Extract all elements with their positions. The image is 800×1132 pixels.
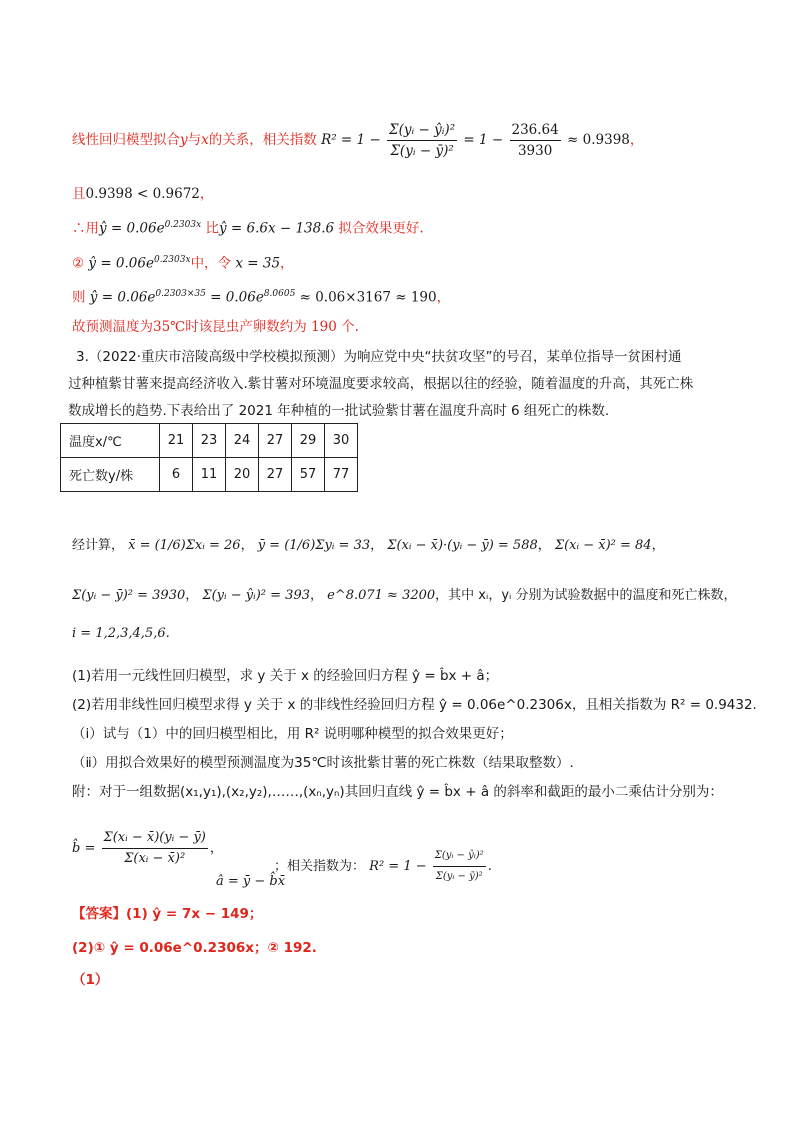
answer-1: (1) ŷ = 7x − 149； xyxy=(126,906,263,922)
table-cell: 21 xyxy=(160,424,193,458)
r2-prefix: 线性回归模型拟合 xyxy=(72,132,180,148)
table-cell: 6 xyxy=(160,458,193,492)
step2-exp: 0.2303x xyxy=(153,255,191,265)
calc-mean-y: ȳ = (1/6)Σyᵢ = 33 xyxy=(257,538,371,553)
calc-syy: Σ(yᵢ − ȳ)² = 3930 xyxy=(72,588,186,603)
calc-mean-x: x̄ = (1/6)Σxᵢ = 26 xyxy=(128,538,241,553)
calc-index: i = 1,2,3,4,5,6. xyxy=(72,626,170,641)
answer-line-1 xyxy=(72,904,262,924)
answer-label: 【答案】 xyxy=(72,906,126,922)
table-cell: 24 xyxy=(226,424,259,458)
formula-b-num: Σ(xᵢ − x̄)(yᵢ − ȳ) xyxy=(102,828,208,849)
calc-part2: = 0.06e xyxy=(210,289,264,306)
r2-result: ≈ 0.9398 xyxy=(567,132,630,148)
calc-sxx: Σ(xᵢ − x̄)² = 84 xyxy=(554,538,652,553)
calc-row-2: Σ(yᵢ − ȳ)² = 3930， Σ(yᵢ − ŷᵢ)² = 393， e^8.071 ≈ 3200，其中 xᵢ，yᵢ 分别为试验数据中的温度和死亡株数， xyxy=(72,588,737,603)
formula-b-den: Σ(xᵢ − x̄)² xyxy=(124,851,186,866)
step2-end: ， xyxy=(280,255,294,272)
r2-num: Σ(yᵢ − ŷᵢ)² xyxy=(387,120,457,141)
step2-prefix: ② xyxy=(72,255,85,272)
table-header-deaths: 死亡数y/株 xyxy=(61,458,160,492)
formula-r2-label: ；相关指数为： xyxy=(274,859,366,874)
model-exp-power: 0.2303x xyxy=(164,220,202,230)
calc-exp1: 0.2303×35 xyxy=(155,289,206,299)
compare-end: ， xyxy=(199,186,214,202)
r2-line xyxy=(72,120,643,161)
table-cell: 30 xyxy=(325,424,358,458)
problem-text-1: （2022·重庆市涪陵高级中学校模拟预测）为响应党中央“扶贫攻坚”的号召，某单位指导一贫困村通 xyxy=(88,349,682,365)
r2-formula-lhs: R² = 1 − xyxy=(321,132,381,148)
calc-exp: e^8.071 ≈ 3200 xyxy=(327,588,436,603)
problem-line-1 xyxy=(76,344,736,371)
step2-mid: 中，令 xyxy=(190,255,232,272)
question-2: (2)若用非线性回归模型求得 y 关于 x 的非线性经验回归方程 ŷ = 0.06e^0.2306x，且相关指数为 R² = 0.9432. xyxy=(72,697,757,713)
calc-end: ， xyxy=(436,289,451,306)
step2-line xyxy=(72,250,294,274)
r2-den: Σ(yᵢ − ȳ)² xyxy=(390,143,454,159)
formula-r2-num: Σ(yᵢ − ŷᵢ)² xyxy=(433,846,486,867)
step2-x: x = 35 xyxy=(235,255,281,272)
compare-math: 0.9398 < 0.9672 xyxy=(85,186,200,202)
r2-val-den: 3930 xyxy=(517,143,553,159)
compare-line xyxy=(72,184,213,204)
compare-prefix: 且 xyxy=(72,186,86,202)
table-cell: 27 xyxy=(259,424,292,458)
calc-part1: ŷ = 0.06e xyxy=(89,289,156,306)
table-cell: 11 xyxy=(193,458,226,492)
r2-eq: = 1 − xyxy=(463,132,504,148)
var-y: y xyxy=(180,132,188,148)
formula-b-lhs: b̂ = xyxy=(72,841,96,856)
calc-intro: 经计算， xyxy=(72,538,125,553)
r2-end: ， xyxy=(629,132,644,148)
model-linear: ŷ = 6.6x − 138.6 xyxy=(218,220,335,237)
calc-row-1: 经计算， x̄ = (1/6)Σxᵢ = 26， ȳ = (1/6)Σyᵢ = 33， Σ(xᵢ − x̄)·(yᵢ − ȳ) = 588， Σ(xᵢ − x̄)² = 84， xyxy=(72,538,665,553)
prediction-line: 故预测温度为35℃时该昆虫产卵数约为 190 个. xyxy=(72,319,359,335)
formula-r2-lhs: R² = 1 − xyxy=(369,859,427,874)
problem-line-3: 数成增长的趋势.下表给出了 2021 年种植的一批试验紫甘薯在温度升高时 6 组死亡的株数. xyxy=(68,403,610,419)
table-row-temperature xyxy=(61,424,358,458)
table-cell: 27 xyxy=(259,458,292,492)
formula-b-fraction xyxy=(102,828,208,869)
calc-note: ，其中 xᵢ，yᵢ 分别为试验数据中的温度和死亡株数， xyxy=(435,588,737,603)
formula-r2-fraction xyxy=(433,846,486,887)
formula-b: b̂ = $\frac{\text{Σ(xᵢ − x̄)(yᵢ − ȳ)}}{\text{Σ(xᵢ − x̄)²}}$ ， xyxy=(72,828,223,869)
calc-exp2: 8.0605 xyxy=(263,289,296,299)
calc-row-3 xyxy=(72,624,170,644)
calc-prefix: 则 xyxy=(72,289,86,306)
model-exp: ŷ = 0.06e xyxy=(99,220,165,237)
table-row-deaths xyxy=(61,458,358,492)
questions xyxy=(72,662,772,807)
therefore-prefix: ∴用 xyxy=(72,220,99,237)
r2-val-num: 236.64 xyxy=(510,120,561,141)
calc-line xyxy=(72,284,450,308)
r2-and: 与 xyxy=(187,132,202,148)
problem-text xyxy=(68,344,736,425)
table-cell: 29 xyxy=(292,424,325,458)
var-x: x xyxy=(201,132,209,148)
r2-mid: 的关系，相关指数 xyxy=(208,132,317,148)
formula-r2: ；相关指数为： R² = 1 − $\frac{\text{Σ(yᵢ − ŷᵢ)²}}{\text{Σ(yᵢ − ȳ)²}}$ . xyxy=(274,846,492,887)
question-1: (1)若用一元线性回归模型，求 y 关于 x 的经验回归方程 ŷ = b̂x + â； xyxy=(72,668,499,684)
calc-sxy: Σ(xᵢ − x̄)·(yᵢ − ȳ) = 588 xyxy=(387,538,538,553)
formula-a-text: â = ȳ − b̂x̄ xyxy=(216,874,286,889)
conclusion-end: 拟合效果更好. xyxy=(338,220,424,237)
r2-value-fraction xyxy=(510,120,561,161)
table-cell: 20 xyxy=(226,458,259,492)
step2-model: ŷ = 0.06e xyxy=(88,255,154,272)
appendix-text: 附：对于一组数据(x₁,y₁),(x₂,y₂),……,(xₙ,yₙ)其回归直线 ŷ = b̂x + â 的斜率和截距的最小二乘估计分别为： xyxy=(72,784,723,800)
table-cell: 23 xyxy=(193,424,226,458)
table-cell: 77 xyxy=(325,458,358,492)
question-2i: （ⅰ）试与（1）中的回归模型相比，用 R² 说明哪种模型的拟合效果更好； xyxy=(72,726,513,742)
calc-part3: ≈ 0.06×3167 ≈ 190 xyxy=(299,289,437,306)
problem-line-2: 过种植紫甘薯来提高经济收入.紫甘薯对环境温度要求较高，根据以往的经验，随着温度的升高，其死亡株 xyxy=(68,376,694,392)
conclusion-line xyxy=(72,215,424,239)
formula-r2-den: Σ(yᵢ − ȳ)² xyxy=(435,871,483,882)
answer-3: （1） xyxy=(72,972,109,988)
table-cell: 57 xyxy=(292,458,325,492)
answer-2: (2)① ŷ = 0.06e^0.2306x；② 192. xyxy=(72,940,317,956)
problem-number: 3. xyxy=(76,349,89,365)
calc-residual: Σ(yᵢ − ŷᵢ)² = 393 xyxy=(202,588,310,603)
data-table xyxy=(60,423,358,492)
r2-fraction xyxy=(387,120,457,161)
compare-word: 比 xyxy=(205,220,219,237)
question-2ii: （ⅱ）用拟合效果好的模型预测温度为35℃时该批紫甘薯的死亡株数（结果取整数）. xyxy=(72,755,574,771)
table-header-temperature: 温度x/℃ xyxy=(61,424,160,458)
